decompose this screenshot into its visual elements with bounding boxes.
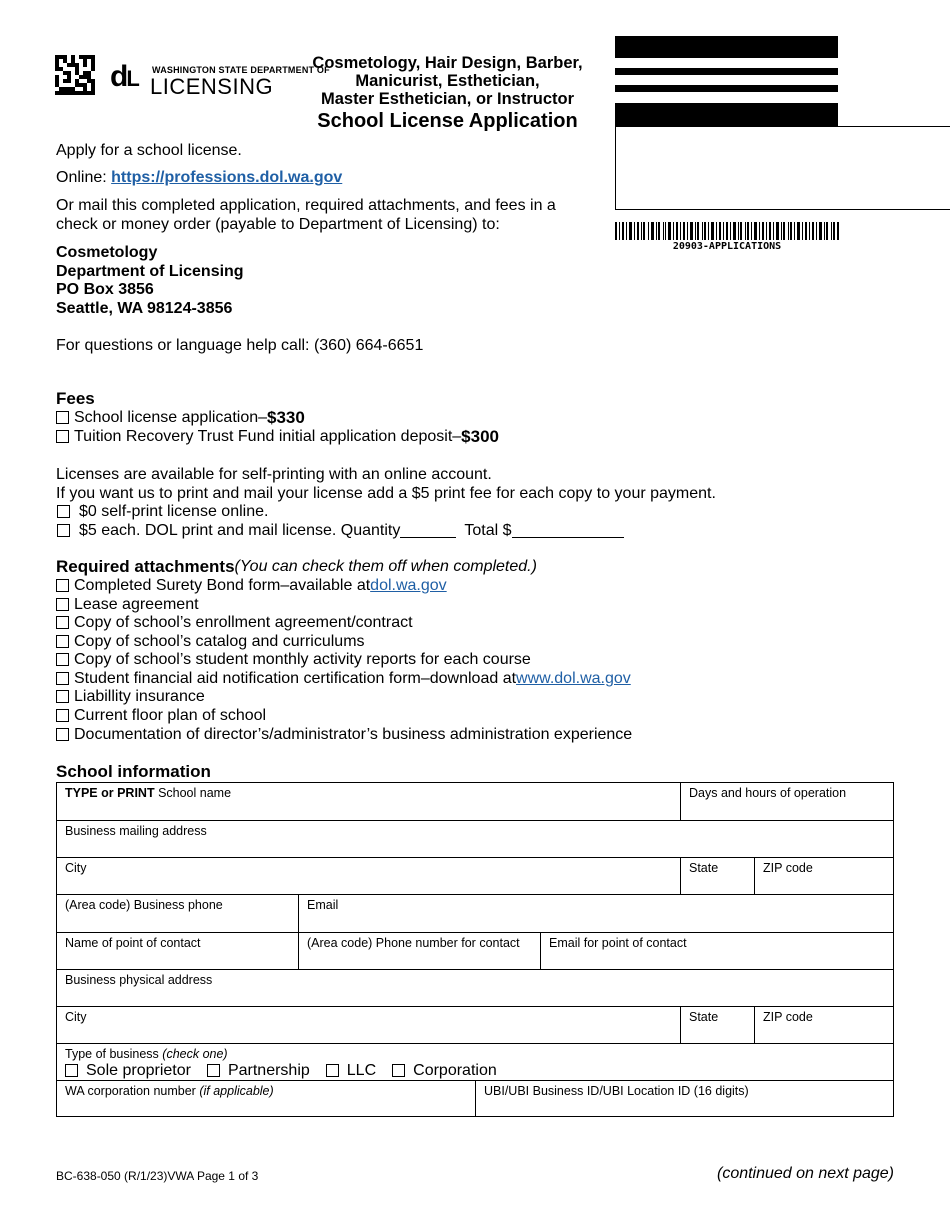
online-line [56,168,342,187]
logo-licensing-text: LICENSING [150,74,274,99]
page-title: School License Application [317,110,578,132]
attachment-checkbox[interactable] [56,653,69,666]
state-field[interactable] [681,858,755,895]
attachment-link[interactable]: dol.wa.gov [370,577,447,594]
mailing-address-label: Business mailing address [65,824,207,838]
attachment-checkbox[interactable] [56,616,69,629]
self-print-checkbox[interactable] [57,505,70,518]
business-type-option: LLC [346,1062,377,1079]
attachment-label: Copy of school’s catalog and curriculums [74,633,365,650]
attachment-label: Current floor plan of school [74,707,267,724]
continued-note: (continued on next page) [716,1165,894,1182]
city-field[interactable] [57,858,681,895]
state-label: State [689,1010,719,1024]
business-type-field [57,1044,894,1081]
attachment-label: Completed Surety Bond form–available at [74,577,371,594]
title-line-3: Master Esthetician, or Instructor [320,90,575,108]
llc-checkbox[interactable] [326,1064,339,1077]
attachment-label: Student financial aid notification certification form–download at [74,670,517,687]
state-field[interactable] [681,1007,755,1044]
print-option [56,502,268,521]
dol-logo [110,60,330,99]
attachment-label: Lease agreement [74,596,199,613]
attachment-item [56,669,631,688]
mailing-address-field[interactable] [57,821,894,858]
attachment-checkbox[interactable] [56,672,69,685]
attachment-checkbox[interactable] [56,709,69,722]
online-label: Online: [56,169,112,186]
self-print-label: $0 self-print license online. [79,503,269,520]
quantity-field[interactable] [400,523,456,538]
fee-checkbox[interactable] [56,430,69,443]
physical-address-label: Business physical address [65,973,213,987]
contact-phone-label: (Area code) Phone number for contact [307,936,520,950]
attachment-checkbox[interactable] [56,728,69,741]
mail-line-2: check or money order (payable to Department of Licensing) to: [56,216,500,233]
office-stamp-box [615,126,950,210]
office-use-bar [615,36,838,58]
address-line: Department of Licensing [56,263,244,280]
ubi-field[interactable] [476,1081,894,1116]
days-hours-field[interactable] [681,783,894,821]
questions-text: For questions or language help call: (360) 664-6651 [56,337,424,354]
school-name-label: School name [154,786,232,800]
title-line-2: Manicurist, Esthetician, [355,72,540,90]
apply-text: Apply for a school license. [56,142,242,159]
business-type-option: Corporation [413,1062,497,1079]
business-phone-field[interactable] [57,895,299,933]
zip-field[interactable] [755,858,894,895]
physical-address-field[interactable] [57,970,894,1007]
contact-name-label: Name of point of contact [65,936,201,950]
attachment-item [56,613,413,632]
zip-label: ZIP code [763,861,813,875]
attachments-heading-row [56,557,537,576]
business-type-option: Sole proprietor [86,1062,191,1079]
total-label: Total $ [464,522,512,539]
barcode-label: 20903-APPLICATIONS [672,241,782,252]
total-field[interactable] [512,523,624,538]
city-label: City [65,861,87,875]
printing-line-1: Licenses are available for self-printing with an online account. [56,466,492,483]
form-title [285,54,610,134]
address-line: PO Box 3856 [56,281,154,298]
office-use-bar [615,85,838,92]
attachment-link[interactable]: www.dol.wa.gov [516,670,631,687]
days-hours-label: Days and hours of operation [689,786,847,800]
fee-item [56,427,499,446]
fee-amount: $300 [461,427,499,446]
attachment-label: Liabillity insurance [74,688,205,705]
qr-code-icon [55,55,95,95]
fee-label: Tuition Recovery Trust Fund initial application deposit– [74,428,462,445]
business-phone-label: (Area code) Business phone [65,898,223,912]
address-line: Seattle, WA 98124-3856 [56,300,233,317]
fee-item [56,408,305,427]
fee-label: School license application– [74,409,268,426]
barcode-icon [615,222,839,240]
school-info-heading: School information [56,762,211,781]
contact-email-field[interactable] [541,933,894,970]
fees-heading: Fees [56,389,95,408]
zip-field[interactable] [755,1007,894,1044]
mail-line-1: Or mail this completed application, required attachments, and fees in a [56,197,556,214]
dol-print-label: $5 each. DOL print and mail license. Quantity [79,522,401,539]
logo-department-text: WASHINGTON STATE DEPARTMENT OF [152,65,330,75]
corp-number-field[interactable] [57,1081,476,1116]
dol-logo-mark: dL [110,60,138,93]
title-line-1: Cosmetology, Hair Design, Barber, [312,54,583,72]
office-use-bar [615,68,838,75]
attachment-item [56,687,205,706]
business-type-option: Partnership [227,1062,310,1079]
office-use-bar [615,103,838,126]
city-field[interactable] [57,1007,681,1044]
attachment-checkbox[interactable] [56,598,69,611]
printing-line-2: If you want us to print and mail your license add a $5 print fee for each copy to your payment. [56,485,716,502]
attachment-checkbox[interactable] [56,635,69,648]
attachments-note: (You can check them off when completed.) [234,558,537,575]
ubi-label: UBI/UBI Business ID/UBI Location ID (16 digits) [484,1084,749,1098]
city-label: City [65,1010,87,1024]
attachment-checkbox[interactable] [56,690,69,703]
fee-checkbox[interactable] [56,411,69,424]
business-type-label: Type of business [65,1047,163,1061]
attachment-item [56,632,365,651]
corporation-checkbox[interactable] [392,1064,405,1077]
attachments-heading: Required attachments [56,557,235,576]
attachment-label: Copy of school’s enrollment agreement/contract [74,614,413,631]
school-info-form [56,782,894,1117]
contact-email-label: Email for point of contact [549,936,687,950]
dol-print-checkbox[interactable] [57,524,70,537]
form-id: BC-638-050 (R/1/23)VWA Page 1 of 3 [56,1169,259,1183]
partnership-checkbox[interactable] [207,1064,220,1077]
school-name-field[interactable] [57,783,681,821]
online-link[interactable]: https://professions.dol.wa.gov [111,169,343,186]
email-label: Email [307,898,339,912]
attachment-item [56,725,632,744]
corp-number-label: WA corporation number [65,1084,200,1098]
print-option [56,521,624,540]
business-type-note: (check one) [162,1047,228,1061]
attachment-label: Copy of school’s student monthly activity reports for each course [74,651,531,668]
email-field[interactable] [299,895,894,933]
attachment-label: Documentation of director’s/administrator’s business administration experience [74,726,633,743]
zip-label: ZIP code [763,1010,813,1024]
attachment-item [56,595,199,614]
type-print-label: TYPE or PRINT [65,786,155,800]
attachment-checkbox[interactable] [56,579,69,592]
fee-amount: $330 [267,408,305,427]
corp-number-note: (if applicable) [199,1084,274,1098]
state-label: State [689,861,719,875]
contact-phone-field[interactable] [299,933,541,970]
attachment-item [56,576,447,595]
attachment-item [56,706,266,725]
contact-name-field[interactable] [57,933,299,970]
sole-proprietor-checkbox[interactable] [65,1064,78,1077]
address-line: Cosmetology [56,244,158,261]
attachment-item [56,650,531,669]
